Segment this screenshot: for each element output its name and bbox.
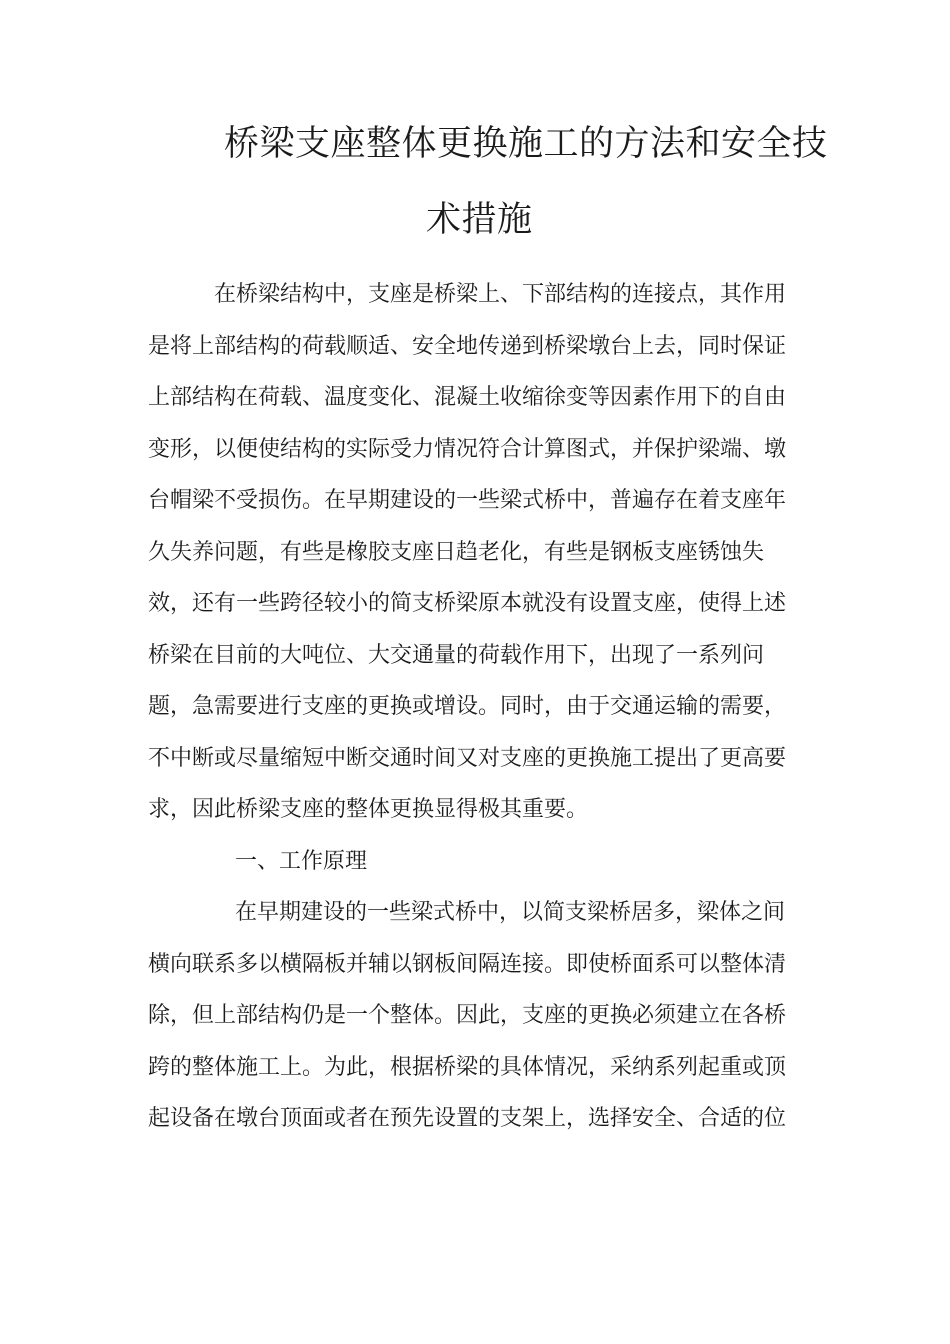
paragraph-line: 在早期建设的一些梁式桥中，以简支梁桥居多，梁体之间 <box>235 900 786 925</box>
paragraph-line: 变形，以便使结构的实际受力情况符合计算图式，并保护梁端、墩 <box>148 436 787 462</box>
document-title-line-1: 桥梁支座整体更换施工的方法和安全技 <box>224 124 828 164</box>
paragraph-line: 桥梁在目前的大吨位、大交通量的荷载作用下，出现了一系列问 <box>148 642 765 668</box>
paragraph-line: 不中断或尽量缩短中断交通时间又对支座的更换施工提出了更高要 <box>148 745 787 771</box>
paragraph-line: 跨的整体施工上。为此，根据桥梁的具体情况，采纳系列起重或顶 <box>148 1054 787 1080</box>
paragraph-line: 是将上部结构的荷载顺适、安全地传递到桥梁墩台上去，同时保证 <box>148 333 787 359</box>
document-body <box>148 275 798 1151</box>
paragraph-line: 起设备在墩台顶面或者在预先设置的支架上，选择安全、合适的位 <box>148 1106 787 1131</box>
paragraph-line: 在桥梁结构中，支座是桥梁上、下部结构的连接点，其作用 <box>214 282 787 307</box>
paragraph-line: 求，因此桥梁支座的整体更换显得极其重要。 <box>148 797 589 822</box>
section-heading: 一、工作原理 <box>235 848 368 874</box>
paragraph-line: 除，但上部结构仍是一个整体。因此，支座的更换必须建立在各桥 <box>148 1003 787 1028</box>
paragraph-line: 久失养问题，有些是橡胶支座日趋老化，有些是钢板支座锈蚀失 <box>148 539 765 565</box>
document-title-line-2: 术措施 <box>426 200 533 240</box>
paragraph-line: 效，还有一些跨径较小的简支桥梁原本就没有设置支座，使得上述 <box>148 591 787 616</box>
paragraph-line: 台帽梁不受损伤。在早期建设的一些梁式桥中，普遍存在着支座年 <box>148 488 787 513</box>
paragraph-line: 上部结构在荷载、温度变化、混凝土收缩徐变等因素作用下的自由 <box>148 385 787 410</box>
paragraph-line: 横向联系多以横隔板并辅以钢板间隔连接。即使桥面系可以整体清 <box>148 951 787 977</box>
paragraph-line: 题，急需要进行支座的更换或增设。同时，由于交通运输的需要， <box>148 694 787 719</box>
